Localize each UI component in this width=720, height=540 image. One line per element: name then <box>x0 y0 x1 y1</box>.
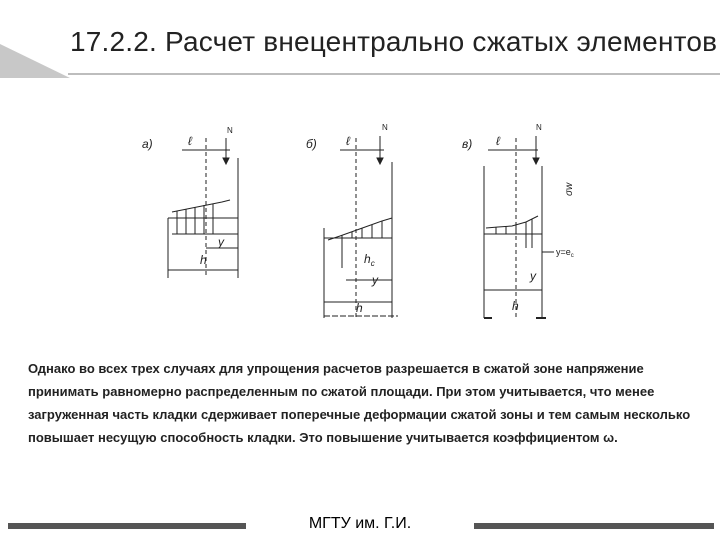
figure-b <box>306 123 398 318</box>
figure-c-y-label: y <box>530 269 536 283</box>
title-underline <box>68 73 720 75</box>
figure-c-h-label: h <box>512 299 519 313</box>
figure-b-hc-label: $h_c$ <box>364 252 375 268</box>
footer-bar-left <box>8 523 246 529</box>
explanation-paragraph: Однако во всех трех случаях для упрощения расчетов разрешается в сжатой зоне напряжение принимать равномерно распределенным по сжатой площади. При этом учитывается, что менее загруженная часть кладки сдерживает поперечные деформации сжатой зоны и тем самым несколько повышает несущую способность кладки. Это повышение учитывается коэффициентом ω. <box>28 361 691 445</box>
figure-c-e-label: ℓ <box>496 134 500 148</box>
figure-c <box>462 123 575 318</box>
footer-bar-right <box>474 523 714 529</box>
figure-b-case-label: б) <box>306 137 317 151</box>
figure-b-y-label: y <box>372 273 378 287</box>
figure-c-n-label: N <box>536 123 542 132</box>
diagram-figures <box>120 118 600 328</box>
figure-c-ye-label: $y=e_c$ <box>556 247 574 259</box>
figure-a <box>142 126 238 278</box>
title-decoration-triangle <box>0 40 72 78</box>
figure-a-n-label: N <box>227 126 233 135</box>
figure-a-e-label: ℓ <box>188 134 192 148</box>
figure-c-case-label: в) <box>462 137 473 151</box>
slide-title: 17.2.2. Расчет внецентрально сжатых элементов <box>70 26 718 57</box>
figure-b-n-label: N <box>382 123 388 132</box>
figure-b-h-label: h <box>356 301 363 315</box>
figure-a-case-label: а) <box>142 137 153 151</box>
footer-label: МГТУ им. Г.И. <box>308 515 412 532</box>
figure-c-sigma-label: σw <box>564 182 575 196</box>
figure-a-y-label: y <box>218 235 224 249</box>
figure-a-h-label: h <box>200 253 207 267</box>
figure-b-e-label: ℓ <box>346 134 350 148</box>
